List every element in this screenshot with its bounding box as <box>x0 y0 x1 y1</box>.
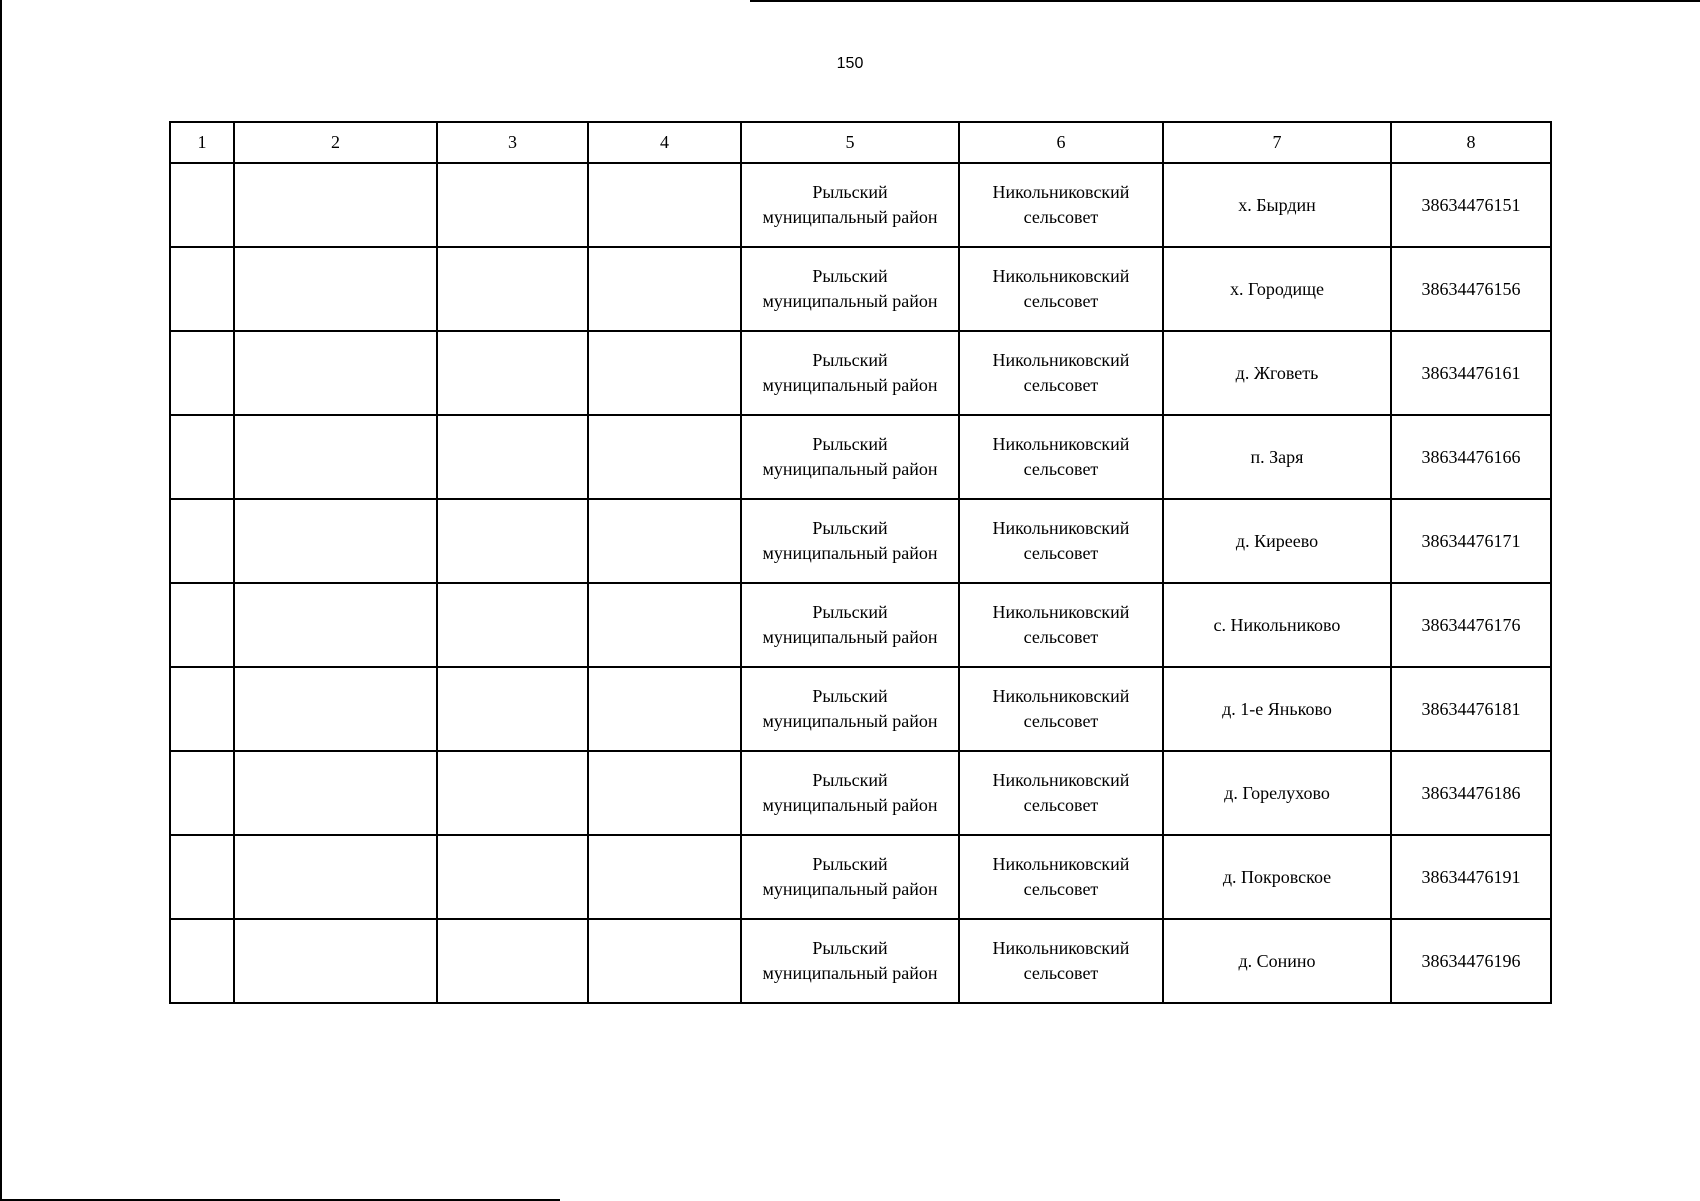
table-row <box>170 415 1551 499</box>
cell-col1 <box>170 247 234 331</box>
cell-council: Никольниковский сельсовет <box>959 835 1163 919</box>
table-row <box>170 163 1551 247</box>
cell-settlement: п. Заря <box>1163 415 1391 499</box>
cell-district: Рыльский муниципальный район <box>741 919 959 1003</box>
cell-council: Никольниковский сельсовет <box>959 667 1163 751</box>
cell-col3 <box>437 415 588 499</box>
cell-settlement: х. Бырдин <box>1163 163 1391 247</box>
cell-col1 <box>170 499 234 583</box>
cell-col4 <box>588 751 741 835</box>
cell-col4 <box>588 835 741 919</box>
cell-col4 <box>588 499 741 583</box>
table-row <box>170 667 1551 751</box>
column-header: 2 <box>234 122 437 163</box>
cell-col3 <box>437 499 588 583</box>
column-header: 4 <box>588 122 741 163</box>
table-row <box>170 499 1551 583</box>
cell-district: Рыльский муниципальный район <box>741 667 959 751</box>
cell-col4 <box>588 667 741 751</box>
cell-council: Никольниковский сельсовет <box>959 331 1163 415</box>
cell-col2 <box>234 331 437 415</box>
cell-col1 <box>170 751 234 835</box>
column-header: 6 <box>959 122 1163 163</box>
cell-col4 <box>588 247 741 331</box>
cell-col1 <box>170 835 234 919</box>
cell-district: Рыльский муниципальный район <box>741 835 959 919</box>
cell-code: 38634476191 <box>1391 835 1551 919</box>
page-number: 150 <box>836 55 864 72</box>
cell-settlement: с. Никольниково <box>1163 583 1391 667</box>
cell-col1 <box>170 667 234 751</box>
cell-col3 <box>437 163 588 247</box>
table-row <box>170 919 1551 1003</box>
column-header: 8 <box>1391 122 1551 163</box>
table-row <box>170 247 1551 331</box>
cell-council: Никольниковский сельсовет <box>959 247 1163 331</box>
cell-settlement: д. 1-е Яньково <box>1163 667 1391 751</box>
cell-district: Рыльский муниципальный район <box>741 163 959 247</box>
cell-council: Никольниковский сельсовет <box>959 499 1163 583</box>
cell-district: Рыльский муниципальный район <box>741 499 959 583</box>
cell-settlement: д. Киреево <box>1163 499 1391 583</box>
cell-council: Никольниковский сельсовет <box>959 751 1163 835</box>
cell-col2 <box>234 919 437 1003</box>
cell-col2 <box>234 247 437 331</box>
cell-code: 38634476186 <box>1391 751 1551 835</box>
cell-code: 38634476181 <box>1391 667 1551 751</box>
cell-council: Никольниковский сельсовет <box>959 415 1163 499</box>
cell-col3 <box>437 583 588 667</box>
cell-district: Рыльский муниципальный район <box>741 247 959 331</box>
cell-col4 <box>588 919 741 1003</box>
cell-code: 38634476156 <box>1391 247 1551 331</box>
cell-col4 <box>588 331 741 415</box>
cell-code: 38634476196 <box>1391 919 1551 1003</box>
cell-code: 38634476176 <box>1391 583 1551 667</box>
cell-council: Никольниковский сельсовет <box>959 163 1163 247</box>
table-row <box>170 835 1551 919</box>
cell-col1 <box>170 583 234 667</box>
cell-district: Рыльский муниципальный район <box>741 583 959 667</box>
cell-district: Рыльский муниципальный район <box>741 331 959 415</box>
column-header: 7 <box>1163 122 1391 163</box>
cell-col1 <box>170 415 234 499</box>
cell-col2 <box>234 415 437 499</box>
column-header: 1 <box>170 122 234 163</box>
cell-col3 <box>437 331 588 415</box>
cell-settlement: д. Горелухово <box>1163 751 1391 835</box>
cell-col2 <box>234 583 437 667</box>
column-header: 5 <box>741 122 959 163</box>
cell-settlement: д. Сонино <box>1163 919 1391 1003</box>
cell-council: Никольниковский сельсовет <box>959 583 1163 667</box>
table-row <box>170 331 1551 415</box>
cell-col2 <box>234 163 437 247</box>
settlements-table <box>169 121 1552 1004</box>
table-body <box>170 122 1551 1003</box>
cell-code: 38634476161 <box>1391 331 1551 415</box>
cell-code: 38634476171 <box>1391 499 1551 583</box>
cell-col1 <box>170 163 234 247</box>
cell-settlement: д. Жговеть <box>1163 331 1391 415</box>
cell-col1 <box>170 331 234 415</box>
cell-col3 <box>437 667 588 751</box>
cell-col3 <box>437 835 588 919</box>
cell-code: 38634476151 <box>1391 163 1551 247</box>
table-row <box>170 751 1551 835</box>
cell-col4 <box>588 415 741 499</box>
cell-col1 <box>170 919 234 1003</box>
cell-settlement: д. Покровское <box>1163 835 1391 919</box>
cell-code: 38634476166 <box>1391 415 1551 499</box>
cell-settlement: х. Городище <box>1163 247 1391 331</box>
cell-col2 <box>234 667 437 751</box>
cell-col2 <box>234 499 437 583</box>
cell-col2 <box>234 751 437 835</box>
cell-col3 <box>437 247 588 331</box>
cell-col2 <box>234 835 437 919</box>
cell-col3 <box>437 919 588 1003</box>
scan-edge-left <box>0 0 2 1200</box>
cell-district: Рыльский муниципальный район <box>741 415 959 499</box>
cell-col4 <box>588 163 741 247</box>
header-row <box>170 122 1551 163</box>
cell-col3 <box>437 751 588 835</box>
scan-edge-top <box>750 0 1700 2</box>
cell-col4 <box>588 583 741 667</box>
cell-council: Никольниковский сельсовет <box>959 919 1163 1003</box>
table-row <box>170 583 1551 667</box>
column-header: 3 <box>437 122 588 163</box>
cell-district: Рыльский муниципальный район <box>741 751 959 835</box>
